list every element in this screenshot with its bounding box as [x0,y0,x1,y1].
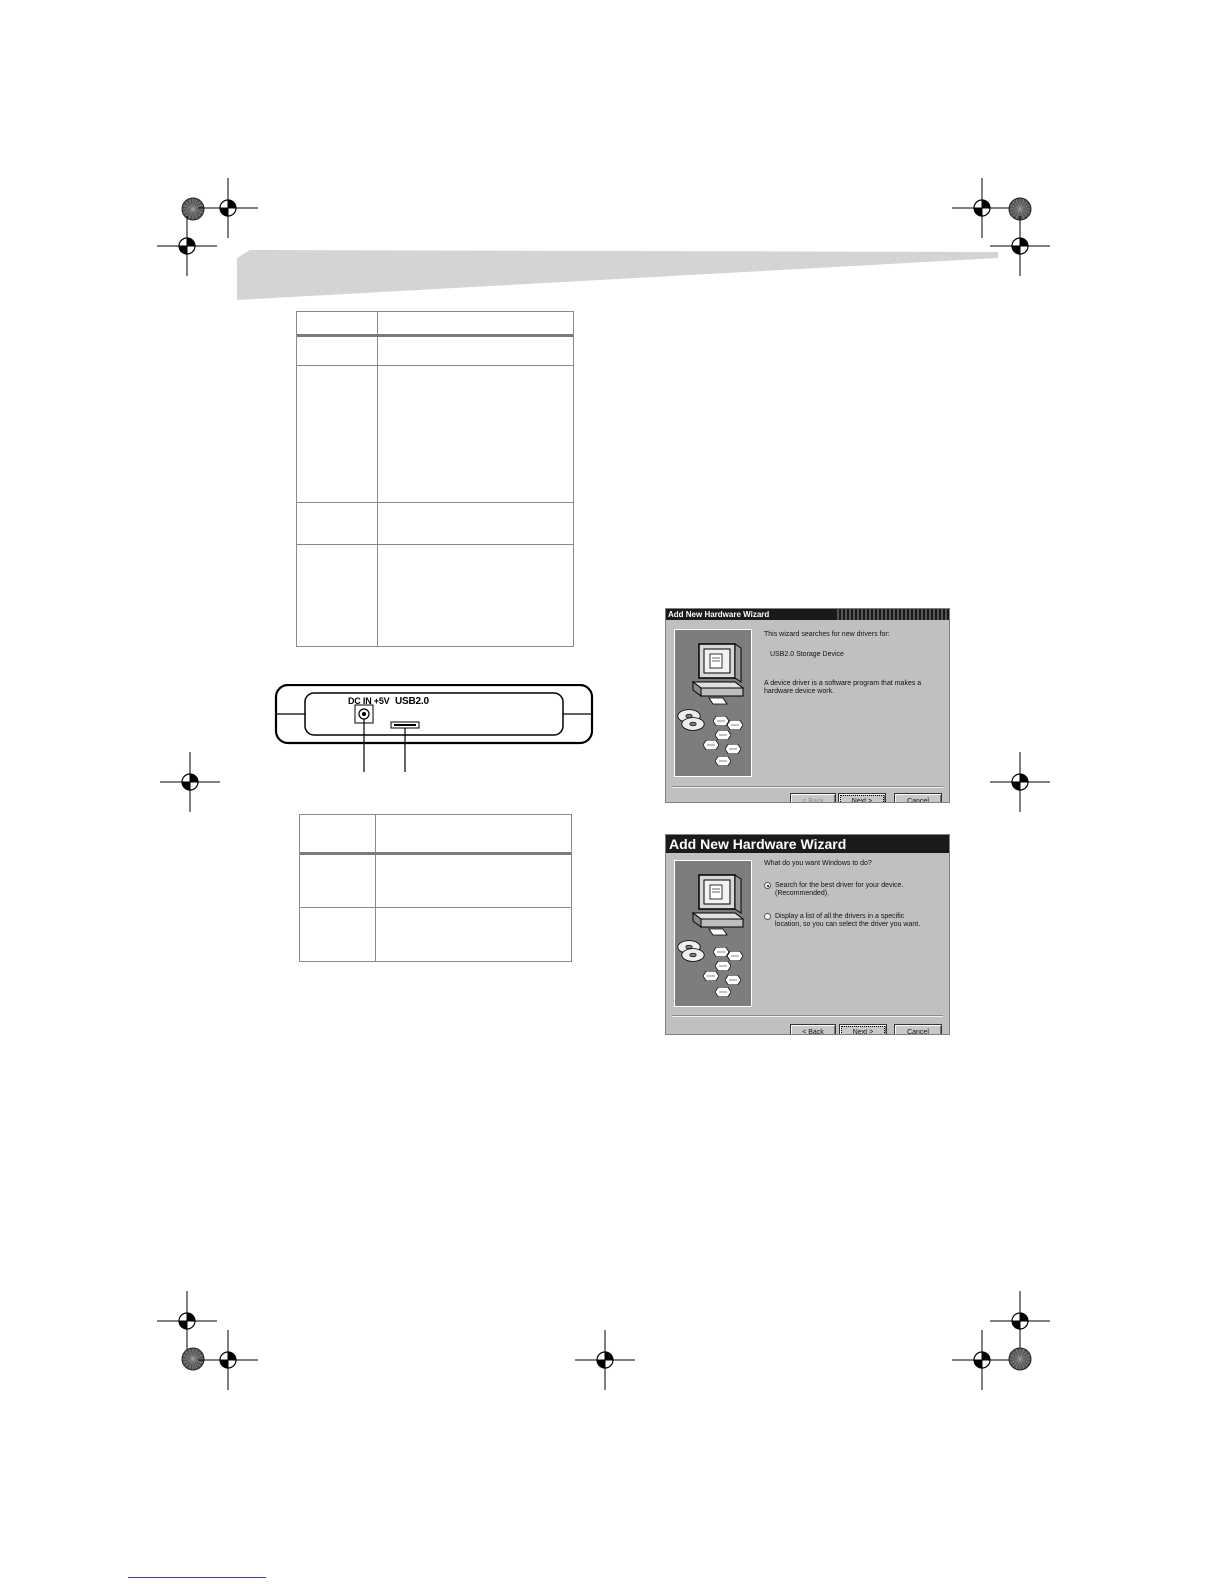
back-button[interactable]: < Back [790,1024,836,1035]
title-bar-grip [837,609,949,620]
radio-search-best-driver[interactable] [764,882,771,889]
wizard-intro-text: This wizard searches for new drivers for: [764,631,890,638]
cd-disc-icon [682,949,704,962]
device-back-panel [274,684,594,774]
floppy-disk-icon [725,975,741,985]
table-header-divider [297,334,573,337]
computer-icon [693,644,743,704]
device-back-panel-drawing [274,684,594,774]
floppy-disk-icon [715,730,731,740]
table-specifications [296,311,574,647]
option-search-label-line1: Search for the best driver for your device. [775,882,904,889]
option-search-label-line2: (Recommended). [775,890,830,897]
dialog-title: Add New Hardware Wizard [669,836,847,852]
table-row-divider [297,502,573,503]
floppy-disk-icon [727,720,743,730]
device-name-text: USB2.0 Storage Device [770,651,844,658]
table-column-divider [375,815,376,961]
power-port-label: DC IN +5V [348,696,390,706]
floppy-disk-icon [725,744,741,754]
table-row-divider [297,365,573,366]
floppy-disk-icon [703,740,719,750]
header-banner [0,0,1225,310]
registration-target-icon [160,752,220,812]
usb-port-label: USB2.0 [395,696,429,707]
back-button[interactable]: < Back [790,793,836,803]
next-button[interactable]: Next > [838,793,886,803]
floppy-disk-icon [715,756,731,766]
option-list-label-line2: location, so you can select the driver you want. [775,921,921,928]
table-column-divider [377,312,378,646]
wizard-illustration-panel [674,860,752,1007]
radio-display-driver-list[interactable] [764,913,771,920]
wizard-illustration [675,630,751,776]
add-hardware-wizard-dialog-1 [665,608,950,803]
registration-target-icon [575,1330,635,1390]
table-row-divider [300,907,571,908]
cd-disc-icon [682,718,704,731]
wizard-description-line1: A device driver is a software program that makes a [764,680,922,687]
radio-selected-dot [767,885,769,887]
dialog-separator [672,786,943,788]
floppy-disk-icon [713,947,729,957]
dialog-title: Add New Hardware Wizard [668,610,770,619]
registration-wheel-icon [1008,1347,1032,1371]
floppy-disk-icon [703,971,719,981]
cancel-button[interactable]: Cancel [894,793,942,803]
footer-link-underline [128,1577,266,1578]
registration-target-icon [990,752,1050,812]
dialog-separator [672,1015,943,1017]
floppy-disk-icon [727,951,743,961]
wizard-description-line2: hardware device work. [764,688,835,695]
cancel-button[interactable]: Cancel [894,1024,942,1035]
dialog-title-bar[interactable] [666,835,949,853]
option-list-label-line1: Display a list of all the drivers in a specific [775,913,905,920]
table-row-divider [297,544,573,545]
add-hardware-wizard-dialog-2 [665,834,950,1035]
wizard-illustration [675,861,751,1006]
dialog-title-bar[interactable] [666,609,949,620]
wizard-question-text: What do you want Windows to do? [764,860,872,867]
registration-target-icon [952,1330,1012,1390]
floppy-disk-icon [715,961,731,971]
wizard-illustration-panel [674,629,752,777]
next-button[interactable]: Next > [839,1024,887,1035]
table-header-divider [300,852,571,855]
floppy-disk-icon [713,716,729,726]
computer-icon [693,875,743,935]
floppy-disk-icon [715,987,731,997]
registration-target-icon [198,1330,258,1390]
table-port-descriptions [299,814,572,962]
